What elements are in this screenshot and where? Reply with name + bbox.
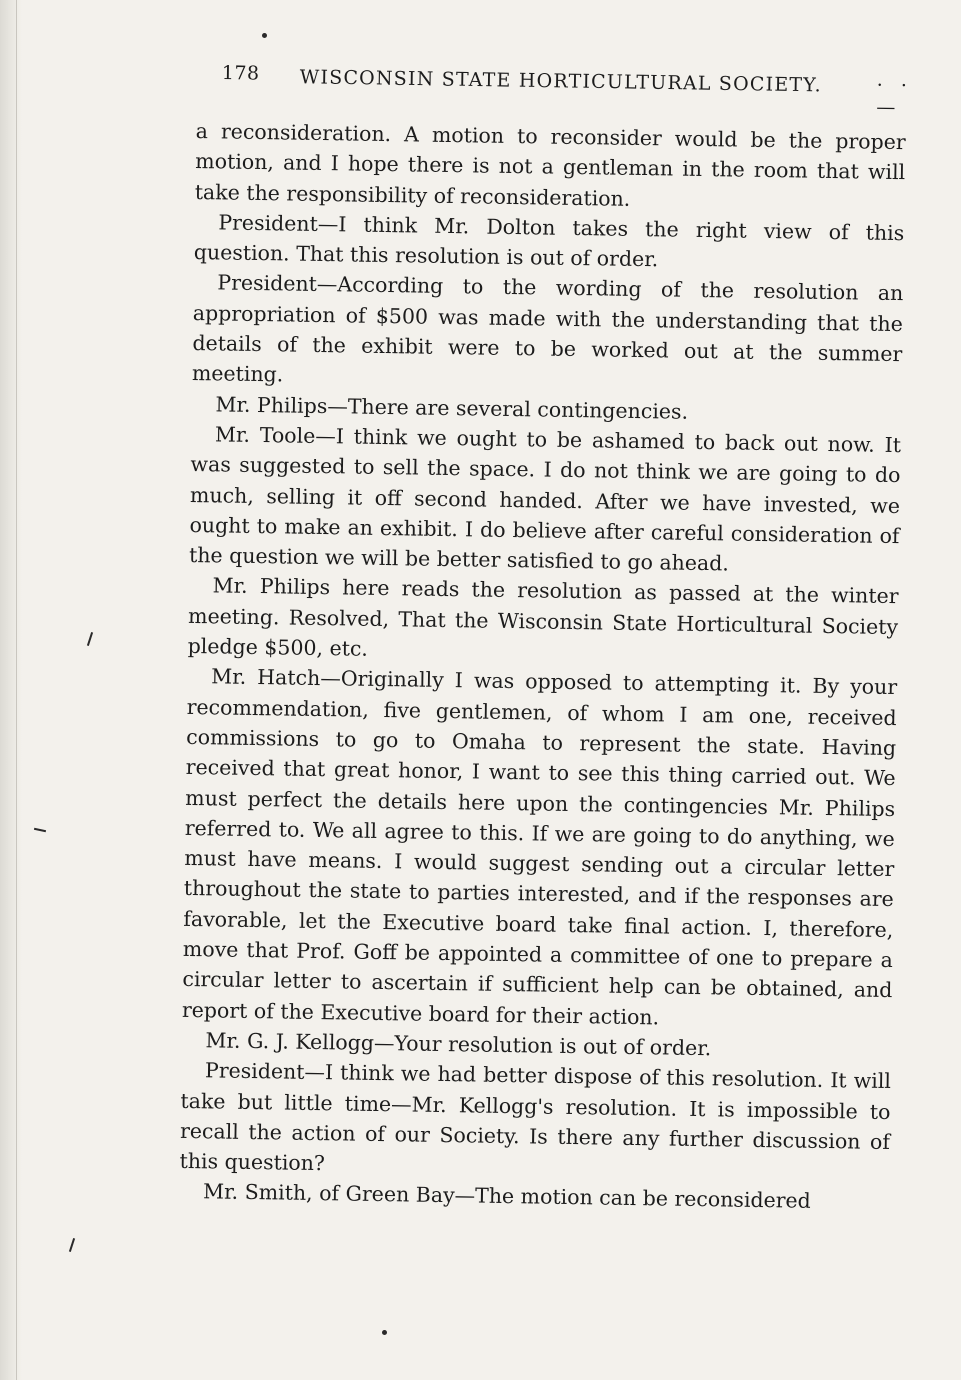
page-header [221,62,922,119]
ink-speck [34,828,46,832]
paragraph: Mr. Smith, of Green Bay—The motion can be reconsidered [202,1179,811,1214]
paragraph: President—According to the wording of the resolution an appropriation of $500 was made with the understanding that the details of the exhibit were to be worked out at the summer meeting. [191,270,904,387]
paragraph: a reconsideration. A motion to reconsider would be the proper motion, and I hope there is not a gentleman in the room that will take the responsibility of reconsideration. [194,118,906,211]
page-gutter-line [16,0,17,1380]
ink-speck [382,1330,387,1335]
ink-speck [69,1238,75,1252]
paragraph: Mr. Philips here reads the resolution as passed at the winter meeting. Resolved, That the Wisconsin State Horticultural Society pledge $500, etc. [187,573,899,661]
paragraph: Mr. G. J. Kellogg—Your resolution is out of order. [205,1028,712,1061]
running-head: WISCONSIN STATE HORTICULTURAL SOCIETY. [299,66,822,97]
paragraph: Mr. Toole—I think we ought to be ashamed to back out now. It was suggested to sell the space. I do not think we are going to do much, selling it off second handed. After we have invested, we ought to make an exhibit. I do believe after careful consideration of the question we will be better satisfied to go ahead. [188,422,902,576]
body-text [179,116,906,1218]
ink-speck [87,632,93,646]
header-trailing-marks: · · — [876,74,914,119]
page-number: 178 [221,62,260,85]
paragraph: Mr. Hatch—Originally I was opposed to attempting it. By your recommendation, five gentlemen, of whom I am one, received commissions to go to Omaha to represent the state. Having received that great honor, I want to see this thing carried out. We must perfect the details here upon the contingencies Mr. Philips referred to. We all agree to this. If we are going to do anything, we must have means. I would suggest sending out a circular letter throughout the state to parties interested, and if the responses are favorable, let the Executive board take final action. I, therefore, move that Prof. Goff be appointed a committee of one to prepare a circular letter to ascertain if sufficient help can be obtained, and report of the Executive board for their action. [181,664,898,1029]
paragraph: Mr. Philips—There are several contingencies. [215,392,689,424]
paragraph: President—I think Mr. Dolton takes the right view of this question. That this resolution is out of order. [193,210,905,272]
page-gutter-shadow [0,0,22,1380]
paragraph: President—I think we had better dispose of this resolution. It will take but little time—Mr. Kellogg's resolution. It is impossible to recall the action of our Society. Is there any further discussion of this question? [179,1058,892,1176]
ink-speck [262,33,267,38]
